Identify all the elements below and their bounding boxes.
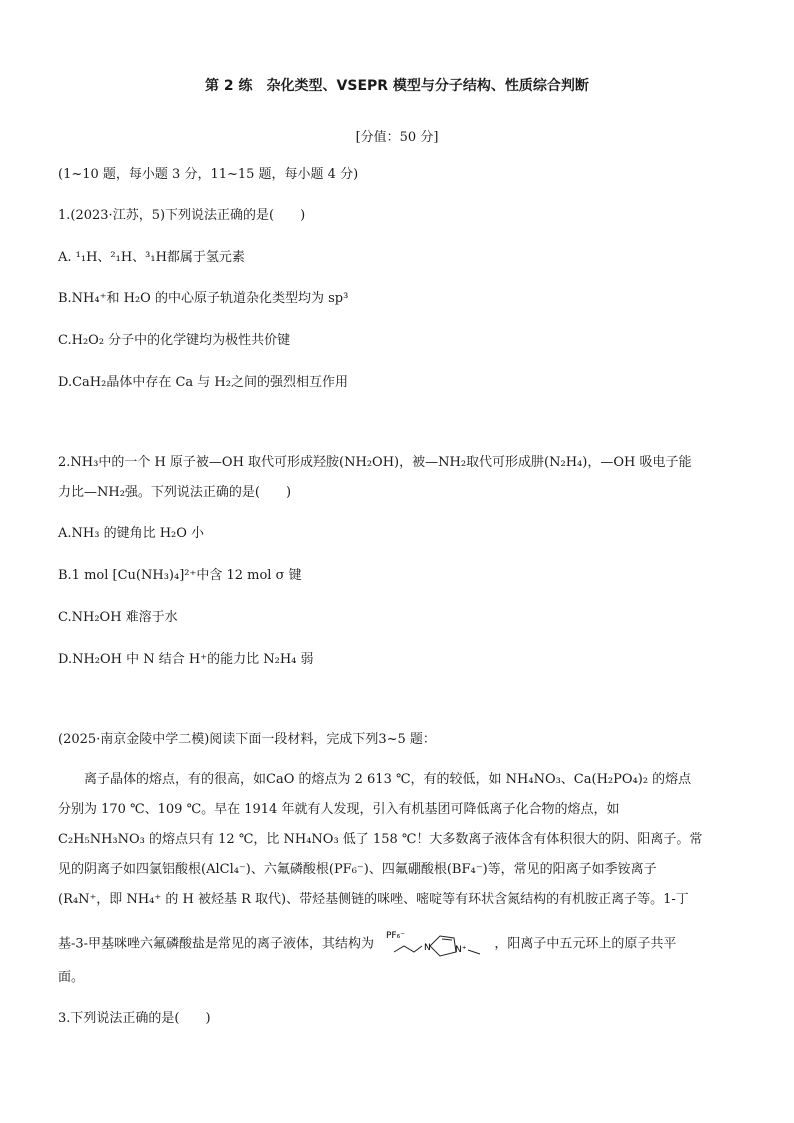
butyl-chain xyxy=(394,946,422,952)
q1-option-d: D.CaH₂晶体中存在 Ca 与 H₂之间的强烈相互作用 xyxy=(58,375,348,390)
score-label: [分值：50 分] xyxy=(355,130,439,145)
q1-option-a: A. ¹₁H、²₁H、³₁H都属于氢元素 xyxy=(58,250,245,265)
material-paragraph-line3: C₂H₅NH₃NO₃ 的熔点只有 12 ℃，比 NH₄NO₃ 低了 158 ℃！大多数离子液体含有体积很大的阴、阳离子。常 xyxy=(58,832,703,847)
material-paragraph-line1: 离子晶体的熔点，有的很高，如CaO 的熔点为 2 613 ℃，有的较低，如 NH₄NO₃、Ca(H₂PO₄)₂ 的熔点 xyxy=(84,772,692,787)
material-text-after-structure: ，阳离子中五元环上的原子共平 xyxy=(494,936,677,952)
material-paragraph-line5: (R₄N⁺，即 NH₄⁺ 的 H 被烃基 R 取代)、带烃基侧链的咪唑、嘧啶等有环状含氮结构的有机胺正离子等。1-丁 xyxy=(58,892,689,907)
q3-stem: 3.下列说法正确的是( ) xyxy=(58,1011,211,1026)
q1-option-c: C.H₂O₂ 分子中的化学键均为极性共价键 xyxy=(58,333,291,348)
q1-option-b: B.NH₄⁺和 H₂O 的中心原子轨道杂化类型均为 sp³ xyxy=(58,291,349,306)
page-title: 第 2 练 杂化类型、VSEPR 模型与分子结构、性质综合判断 xyxy=(205,78,589,94)
material-paragraph-line7: 面。 xyxy=(58,970,85,985)
q2-option-c: C.NH₂OH 难溶于水 xyxy=(58,610,178,625)
q2-option-a: A.NH₃ 的键角比 H₂O 小 xyxy=(58,526,205,541)
instructions: (1~10 题，每小题 3 分，11~15 题，每小题 4 分) xyxy=(58,167,359,182)
q2-stem-line2: 力比—NH₂强。下列说法正确的是( ) xyxy=(58,485,292,500)
q2-stem-line1: 2.NH₃中的一个 H 原子被—OH 取代可形成羟胺(NH₂OH)，被—NH₂取代可形成肼(N₂H₄)，—OH 吸电子能 xyxy=(58,455,692,470)
q2-option-b: B.1 mol [Cu(NH₃)₄]²⁺中含 12 mol σ 键 xyxy=(58,568,302,583)
methyl-bond xyxy=(468,950,480,954)
q1-stem: 1.(2023·江苏，5)下列说法正确的是( ) xyxy=(58,208,306,223)
material-paragraph-line2: 分别为 170 ℃、109 ℃。早在 1914 年就有人发现，引入有机基团可降低离子化合物的熔点，如 xyxy=(58,802,620,817)
material-intro: (2025·南京金陵中学二模)阅读下面一段材料，完成下列3~5 题： xyxy=(58,732,436,747)
q2-option-d: D.NH₂OH 中 N 结合 H⁺的能力比 N₂H₄ 弱 xyxy=(58,652,314,667)
material-text-before-structure: 基-3-甲基咪唑六氟磷酸盐是常见的离子液体，其结构为 xyxy=(58,936,375,952)
structure-n1-label: N xyxy=(424,943,431,953)
structure-anion-label: PF₆⁻ xyxy=(386,931,406,941)
bmim-pf6-structure xyxy=(384,924,484,964)
structure-n2-label: N⁺ xyxy=(455,945,467,955)
material-paragraph-line4: 见的阴离子如四氯铝酸根(AlCl₄⁻)、六氟磷酸根(PF₆⁻)、四氟硼酸根(BF₄⁻)等，常见的阳离子如季铵离子 xyxy=(58,862,657,877)
material-paragraph-line6 xyxy=(58,924,676,964)
ring-double-bond xyxy=(442,939,452,940)
